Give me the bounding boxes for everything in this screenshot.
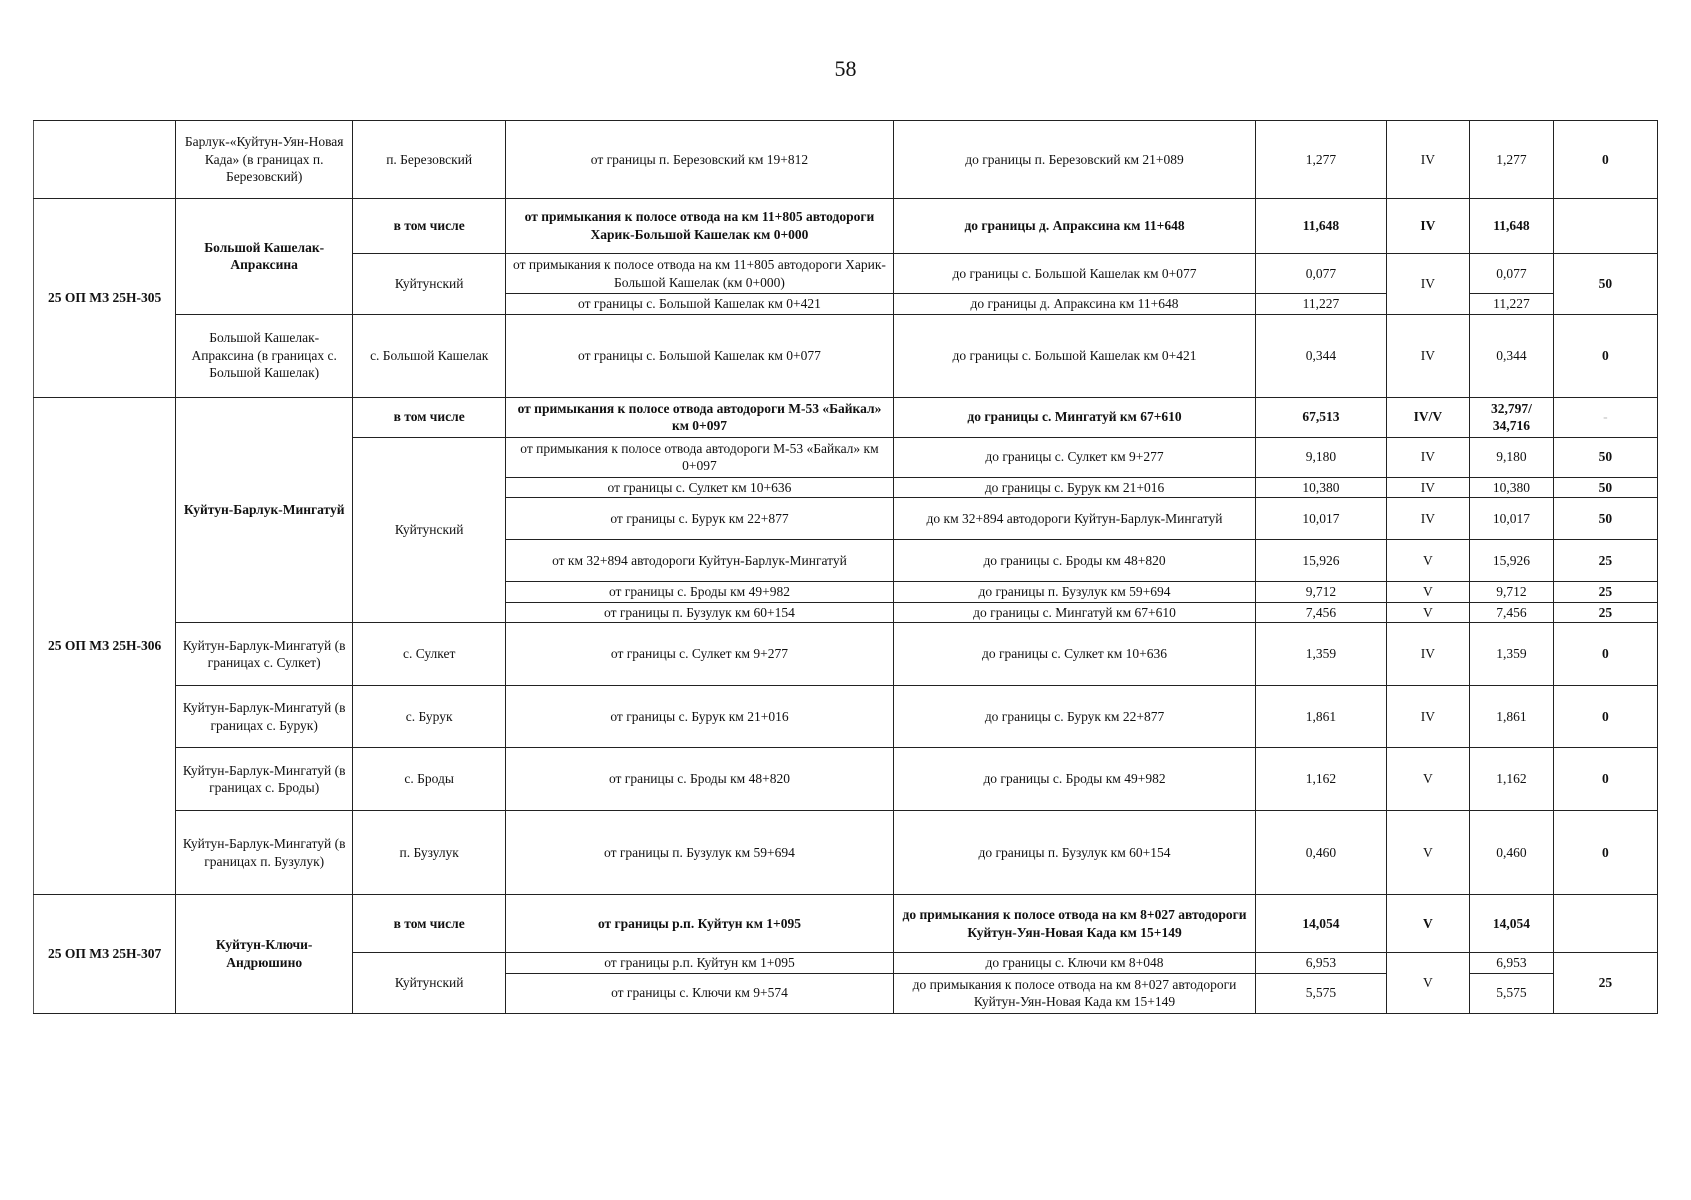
extra-value: 25 bbox=[1553, 540, 1657, 582]
district-summary: в том числе bbox=[353, 397, 506, 437]
from-point: от границы п. Березовский км 19+812 bbox=[506, 121, 894, 199]
district: п. Бузулук bbox=[353, 811, 506, 895]
to-point: до примыкания к полосе отвода на км 8+027 автодороги Куйтун-Уян-Новая Када км 15+149 bbox=[893, 973, 1256, 1013]
to-point: до границы с. Ключи км 8+048 bbox=[893, 953, 1256, 974]
length: 6,953 bbox=[1256, 953, 1386, 974]
category: V bbox=[1386, 540, 1470, 582]
to-point: до границы п. Березовский км 21+089 bbox=[893, 121, 1256, 199]
to-point: до границы с. Большой Кашелак км 0+421 bbox=[893, 314, 1256, 397]
road-name: Большой Кашелак-Апраксина bbox=[176, 199, 353, 315]
to-point: до границы с. Мингатуй км 67+610 bbox=[893, 602, 1256, 623]
extra-value: 0 bbox=[1553, 623, 1657, 686]
category: IV bbox=[1386, 623, 1470, 686]
from-point: от границы р.п. Куйтун км 1+095 bbox=[506, 895, 894, 953]
road-registry-table bbox=[33, 120, 1658, 1014]
from-point: от границы с. Сулкет км 10+636 bbox=[506, 477, 894, 498]
category: IV bbox=[1386, 477, 1470, 498]
to-point: до границы п. Бузулук км 60+154 bbox=[893, 811, 1256, 895]
from-point: от примыкания к полосе отвода автодороги М-53 «Байкал» км 0+097 bbox=[506, 397, 894, 437]
district: Куйтунский bbox=[353, 254, 506, 315]
extra-value: 50 bbox=[1553, 498, 1657, 540]
from-point: от примыкания к полосе отвода на км 11+805 автодороги Харик-Большой Кашелак км 0+000 bbox=[506, 199, 894, 254]
category-length: 0,077 bbox=[1470, 254, 1554, 294]
category-length: 7,456 bbox=[1470, 602, 1554, 623]
district: п. Березовский bbox=[353, 121, 506, 199]
road-name: Большой Кашелак-Апраксина (в границах с. Большой Кашелак) bbox=[176, 314, 353, 397]
extra-value: 25 bbox=[1553, 602, 1657, 623]
length: 9,712 bbox=[1256, 582, 1386, 603]
to-point: до км 32+894 автодороги Куйтун-Барлук-Мингатуй bbox=[893, 498, 1256, 540]
from-point: от границы с. Бурук км 21+016 bbox=[506, 686, 894, 748]
category: IV bbox=[1386, 437, 1470, 477]
from-point: от границы с. Большой Кашелак км 0+421 bbox=[506, 294, 894, 315]
table-row bbox=[34, 397, 1658, 437]
table-row bbox=[34, 811, 1658, 895]
category: IV bbox=[1386, 121, 1470, 199]
category-length: 10,017 bbox=[1470, 498, 1554, 540]
category: V bbox=[1386, 811, 1470, 895]
to-point: до границы с. Бурук км 21+016 bbox=[893, 477, 1256, 498]
extra-value: 25 bbox=[1553, 953, 1657, 1014]
district: Куйтунский bbox=[353, 953, 506, 1014]
to-point: до границы с. Броды км 48+820 bbox=[893, 540, 1256, 582]
extra-value: - bbox=[1553, 397, 1657, 437]
district-summary: в том числе bbox=[353, 199, 506, 254]
table-row bbox=[34, 686, 1658, 748]
length: 0,460 bbox=[1256, 811, 1386, 895]
to-point: до границы с. Сулкет км 10+636 bbox=[893, 623, 1256, 686]
category: IV/V bbox=[1386, 397, 1470, 437]
category-length: 5,575 bbox=[1470, 973, 1554, 1013]
page-number: 58 bbox=[834, 56, 857, 81]
category-length: 9,180 bbox=[1470, 437, 1554, 477]
district: с. Броды bbox=[353, 748, 506, 811]
length: 5,575 bbox=[1256, 973, 1386, 1013]
length: 10,017 bbox=[1256, 498, 1386, 540]
extra-value: 50 bbox=[1553, 477, 1657, 498]
category: IV bbox=[1386, 498, 1470, 540]
length: 1,861 bbox=[1256, 686, 1386, 748]
category: V bbox=[1386, 895, 1470, 953]
table-row bbox=[34, 895, 1658, 953]
category-length: 6,953 bbox=[1470, 953, 1554, 974]
road-name: Куйтун-Барлук-Мингатуй (в границах с. Сулкет) bbox=[176, 623, 353, 686]
category-length: 15,926 bbox=[1470, 540, 1554, 582]
district: с. Большой Кашелак bbox=[353, 314, 506, 397]
road-name: Куйтун-Барлук-Мингатуй (в границах п. Бузулук) bbox=[176, 811, 353, 895]
from-point: от границы п. Бузулук км 60+154 bbox=[506, 602, 894, 623]
category: V bbox=[1386, 748, 1470, 811]
road-name: Барлук-«Куйтун-Уян-Новая Када» (в границах п. Березовский) bbox=[176, 121, 353, 199]
to-point: до границы с. Броды км 49+982 bbox=[893, 748, 1256, 811]
from-point: от границы с. Броды км 48+820 bbox=[506, 748, 894, 811]
to-point: до границы с. Большой Кашелак км 0+077 bbox=[893, 254, 1256, 294]
category-length: 0,460 bbox=[1470, 811, 1554, 895]
extra-value: 25 bbox=[1553, 582, 1657, 603]
road-code bbox=[34, 121, 176, 199]
from-point: от границы с. Броды км 49+982 bbox=[506, 582, 894, 603]
extra-value: 0 bbox=[1553, 748, 1657, 811]
table-row bbox=[34, 314, 1658, 397]
category-length: 11,648 bbox=[1470, 199, 1554, 254]
extra-value bbox=[1553, 895, 1657, 953]
category: IV bbox=[1386, 199, 1470, 254]
length: 1,359 bbox=[1256, 623, 1386, 686]
table-row bbox=[34, 748, 1658, 811]
road-code: 25 ОП МЗ 25Н-306 bbox=[34, 397, 176, 895]
length: 0,077 bbox=[1256, 254, 1386, 294]
road-name: Куйтун-Ключи-Андрюшино bbox=[176, 895, 353, 1014]
category: IV bbox=[1386, 254, 1470, 315]
from-point: от границы с. Большой Кашелак км 0+077 bbox=[506, 314, 894, 397]
length: 7,456 bbox=[1256, 602, 1386, 623]
length: 1,162 bbox=[1256, 748, 1386, 811]
category-length: 1,277 bbox=[1470, 121, 1554, 199]
length: 11,227 bbox=[1256, 294, 1386, 315]
to-point: до примыкания к полосе отвода на км 8+027 автодороги Куйтун-Уян-Новая Када км 15+149 bbox=[893, 895, 1256, 953]
table-row bbox=[34, 199, 1658, 254]
length: 11,648 bbox=[1256, 199, 1386, 254]
category-length: 14,054 bbox=[1470, 895, 1554, 953]
length: 1,277 bbox=[1256, 121, 1386, 199]
road-name: Куйтун-Барлук-Мингатуй (в границах с. Бурук) bbox=[176, 686, 353, 748]
table-row bbox=[34, 121, 1658, 199]
from-point: от примыкания к полосе отвода на км 11+805 автодороги Харик-Большой Кашелак (км 0+000) bbox=[506, 254, 894, 294]
extra-value bbox=[1553, 199, 1657, 254]
length: 14,054 bbox=[1256, 895, 1386, 953]
road-name: Куйтун-Барлук-Мингатуй bbox=[176, 397, 353, 623]
road-code: 25 ОП МЗ 25Н-307 bbox=[34, 895, 176, 1014]
to-point: до границы д. Апраксина км 11+648 bbox=[893, 294, 1256, 315]
extra-value: 0 bbox=[1553, 686, 1657, 748]
category-length: 9,712 bbox=[1470, 582, 1554, 603]
extra-value: 50 bbox=[1553, 437, 1657, 477]
length: 67,513 bbox=[1256, 397, 1386, 437]
to-point: до границы д. Апраксина км 11+648 bbox=[893, 199, 1256, 254]
category: IV bbox=[1386, 314, 1470, 397]
road-code: 25 ОП МЗ 25Н-305 bbox=[34, 199, 176, 398]
category: IV bbox=[1386, 686, 1470, 748]
category-length: 10,380 bbox=[1470, 477, 1554, 498]
extra-value: 0 bbox=[1553, 314, 1657, 397]
category-length: 32,797/ 34,716 bbox=[1470, 397, 1554, 437]
to-point: до границы с. Бурук км 22+877 bbox=[893, 686, 1256, 748]
length: 15,926 bbox=[1256, 540, 1386, 582]
length: 10,380 bbox=[1256, 477, 1386, 498]
category-length: 1,162 bbox=[1470, 748, 1554, 811]
extra-value: 50 bbox=[1553, 254, 1657, 315]
from-point: от границы с. Ключи км 9+574 bbox=[506, 973, 894, 1013]
category: V bbox=[1386, 602, 1470, 623]
from-point: от км 32+894 автодороги Куйтун-Барлук-Мингатуй bbox=[506, 540, 894, 582]
length: 0,344 bbox=[1256, 314, 1386, 397]
district: с. Сулкет bbox=[353, 623, 506, 686]
from-point: от границы с. Бурук км 22+877 bbox=[506, 498, 894, 540]
table-row bbox=[34, 623, 1658, 686]
from-point: от примыкания к полосе отвода автодороги М-53 «Байкал» км 0+097 bbox=[506, 437, 894, 477]
from-point: от границы р.п. Куйтун км 1+095 bbox=[506, 953, 894, 974]
extra-value: 0 bbox=[1553, 121, 1657, 199]
road-name: Куйтун-Барлук-Мингатуй (в границах с. Броды) bbox=[176, 748, 353, 811]
to-point: до границы с. Сулкет км 9+277 bbox=[893, 437, 1256, 477]
district: с. Бурук bbox=[353, 686, 506, 748]
extra-value: 0 bbox=[1553, 811, 1657, 895]
category: V bbox=[1386, 582, 1470, 603]
category-length: 1,861 bbox=[1470, 686, 1554, 748]
district: Куйтунский bbox=[353, 437, 506, 623]
from-point: от границы с. Сулкет км 9+277 bbox=[506, 623, 894, 686]
length: 9,180 bbox=[1256, 437, 1386, 477]
to-point: до границы с. Мингатуй км 67+610 bbox=[893, 397, 1256, 437]
category-length: 11,227 bbox=[1470, 294, 1554, 315]
category-length: 0,344 bbox=[1470, 314, 1554, 397]
to-point: до границы п. Бузулук км 59+694 bbox=[893, 582, 1256, 603]
district-summary: в том числе bbox=[353, 895, 506, 953]
category-length: 1,359 bbox=[1470, 623, 1554, 686]
from-point: от границы п. Бузулук км 59+694 bbox=[506, 811, 894, 895]
category: V bbox=[1386, 953, 1470, 1014]
